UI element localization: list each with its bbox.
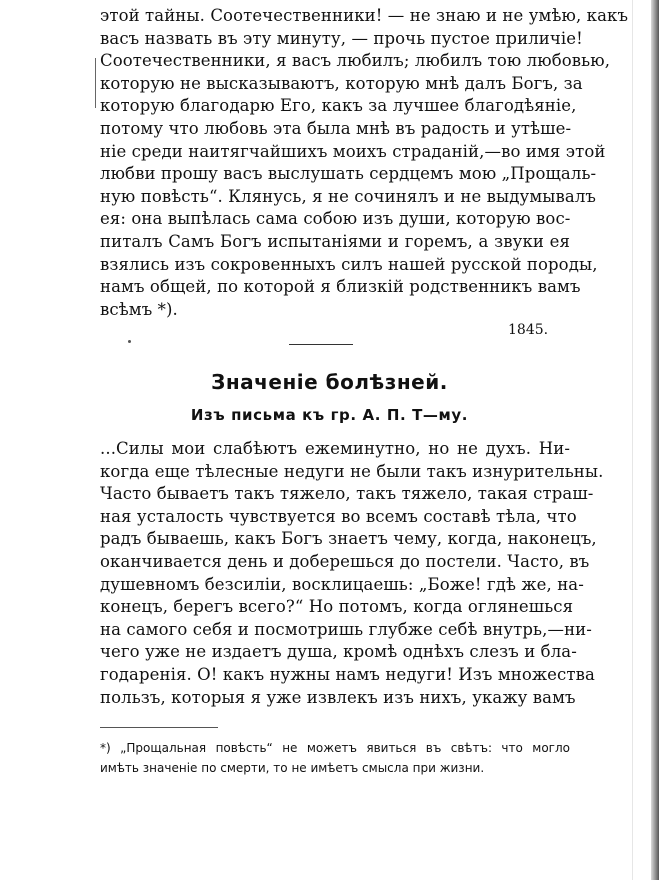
text-line: которую благодарю Его, какъ за лучшее благодѣяніе, — [100, 96, 577, 116]
text-line: пользъ, которыя я уже извлекъ изъ нихъ, укажу вамъ — [100, 687, 576, 707]
margin-mark — [95, 58, 99, 108]
text-line: васъ назвать въ эту минуту, — прочь пустое приличіе! — [100, 28, 583, 48]
text-line: оканчивается день и доберешься до постели. Часто, въ — [100, 551, 590, 571]
section-title: Значеніе болѣзней. — [211, 370, 448, 394]
text-line: ная усталость чувствуется во всемъ составѣ тѣла, что — [100, 506, 577, 526]
footnote — [100, 738, 570, 778]
text-line: всѣмъ *). — [100, 299, 178, 319]
text-line: чего уже не издаетъ душа, кромѣ однѣхъ слезъ и бла- — [100, 642, 577, 662]
footnote-line: имѣть значеніе по смерти, то не имѣетъ смысла при жизни. — [100, 761, 485, 775]
page-edge-shadow — [651, 0, 659, 880]
text-line: когда еще тѣлесные недуги не были такъ изнурительны. — [100, 461, 604, 481]
text-line: ея: она выпѣлась сама собою изъ души, которую вос- — [100, 209, 571, 229]
text-line: Часто бываетъ такъ тяжело, такъ тяжело, такая страш- — [100, 484, 594, 504]
text-line: этой тайны. Соотечественники! — не знаю и не умѣю, какъ — [100, 6, 629, 25]
text-line: душевномъ безсиліи, восклицаешь: „Боже! гдѣ же, на- — [100, 574, 584, 594]
section-subtitle: Изъ письма къ гр. А. П. Т—му. — [190, 406, 469, 424]
text-line: конецъ, берегъ всего?“ Но потомъ, когда оглянешься — [100, 597, 574, 617]
text-line: намъ общей, по которой я близкій родственникъ вамъ — [100, 277, 581, 297]
footnote-separator — [100, 727, 218, 728]
text-line: ...Силы мои слабѣютъ ежеминутно, но не духъ. Ни- — [100, 439, 570, 458]
date-year: 1845. — [508, 322, 549, 338]
text-line: радъ бываешь, какъ Богъ знаетъ чему, когда, наконецъ, — [100, 529, 597, 549]
footnote-line: *) „Прощальная повѣсть“ не можетъ явиться въ свѣтъ: что могло — [100, 741, 570, 755]
text-line: питалъ Самъ Богъ испытаніями и горемъ, а звуки ея — [100, 231, 570, 251]
text-line: взялись изъ сокровенныхъ силъ нашей русской породы, — [100, 254, 598, 274]
page-fold-line — [632, 0, 633, 880]
letter-paragraph — [100, 438, 604, 709]
section-separator — [289, 344, 353, 345]
text-line: ную повѣсть“. Клянусь, я не сочинялъ и не выдумывалъ — [100, 186, 597, 206]
text-line: потому что любовь эта была мнѣ въ радость и утѣше- — [100, 118, 572, 138]
text-line: Соотечественники, я васъ любилъ; любилъ тою любовью, — [100, 51, 611, 71]
print-speck — [128, 340, 131, 343]
text-line: любви прошу васъ выслушать сердцемъ мою „Прощаль- — [100, 164, 597, 184]
text-line: на самого себя и посмотришь глубже себѣ внутрь,—ни- — [100, 619, 592, 639]
text-line: которую не высказываютъ, которую мнѣ далъ Богъ, за — [100, 73, 583, 93]
text-line: годаренія. О! какъ нужны намъ недуги! Изъ множества — [100, 664, 595, 684]
top-paragraph — [100, 5, 629, 321]
text-line: ніе среди наитягчайшихъ моихъ страданій,—во имя этой — [100, 141, 606, 161]
